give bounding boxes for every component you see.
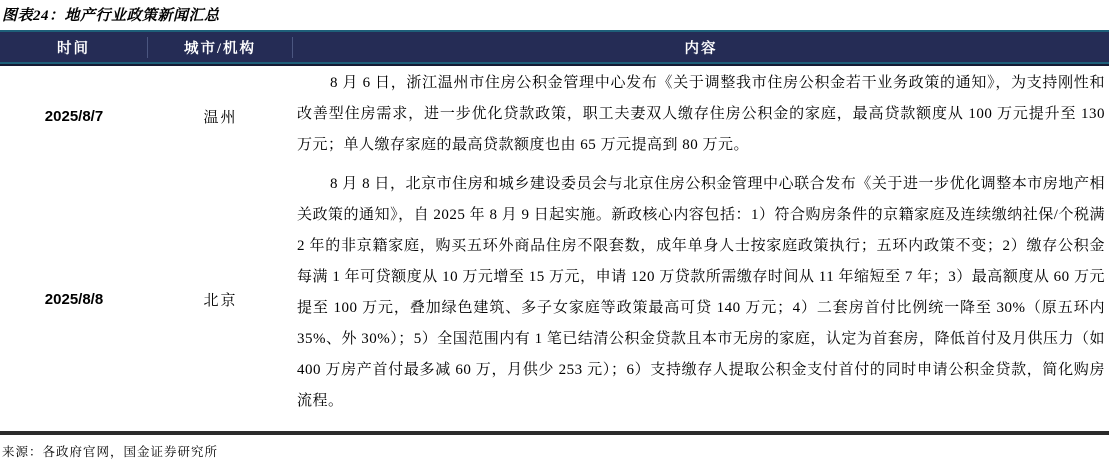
policy-content-text: 8 月 8 日，北京市住房和城乡建设委员会与北京住房公积金管理中心联合发布《关于进一步优化调整本市房地产相关政策的通知》，自 2025 年 8 月 9 日起实施。新政核心内容包括：1）符合购房条件的京籍家庭及连续缴纳社保/个税满 2 年的非京籍家庭，购买五环外商品住房不限套数，成年单身人士按家庭政策执行；五环内政策不变；2）缴存公积金每满 1 年可贷额度从 10 万元增至 15 万元，申请 120 万贷款所需缴存时间从 11 年缩短至 7 年；3）最高额度从 60 万元提至 100 万元，叠加绿色建筑、多子女家庭等政策最高可贷 140 万元；4）二套房首付比例统一降至 30%（原五环内 35%、外 30%）；5）全国范围内有 1 笔已结清公积金贷款且本市无房的家庭，认定为首套房，降低首付及月供压力（如 400 万房产首付最多减 60 万，月供少 253 元）；6）支持缴存人提取公积金支付首付的同时申请公积金贷款，简化购房流程。 — [297, 176, 1105, 409]
content-cell — [293, 167, 1109, 431]
table-header-row — [0, 30, 1109, 64]
date-cell: 2025/8/8 — [44, 290, 104, 308]
header-cell-city: 城市/机构 — [148, 37, 293, 58]
figure-title: 图表24：地产行业政策新闻汇总 — [2, 8, 220, 24]
table-body — [0, 66, 1109, 435]
policy-content-text: 8 月 6 日，浙江温州市住房公积金管理中心发布《关于调整我市住房公积金若干业务政策的通知》，为支持刚性和改善型住房需求，进一步优化贷款政策，职工夫妻双人缴存住房公积金的家庭，最高贷款额度从 100 万元提升至 130 万元；单人缴存家庭的最高贷款额度也由 65 万元提高到 80 万元。 — [297, 75, 1105, 153]
city-cell: 温州 — [203, 110, 238, 126]
policy-news-table — [0, 30, 1109, 435]
content-cell — [293, 66, 1109, 167]
header-cell-content: 内容 — [684, 40, 718, 57]
table-row-beijing — [0, 167, 1109, 431]
city-cell: 北京 — [203, 292, 238, 309]
source-note: 来源：各政府官网，国金证券研究所 — [2, 445, 219, 459]
header-cell-time: 时间 — [0, 37, 148, 58]
table-row-wenzhou — [0, 66, 1109, 167]
date-cell: 2025/8/7 — [44, 108, 104, 125]
